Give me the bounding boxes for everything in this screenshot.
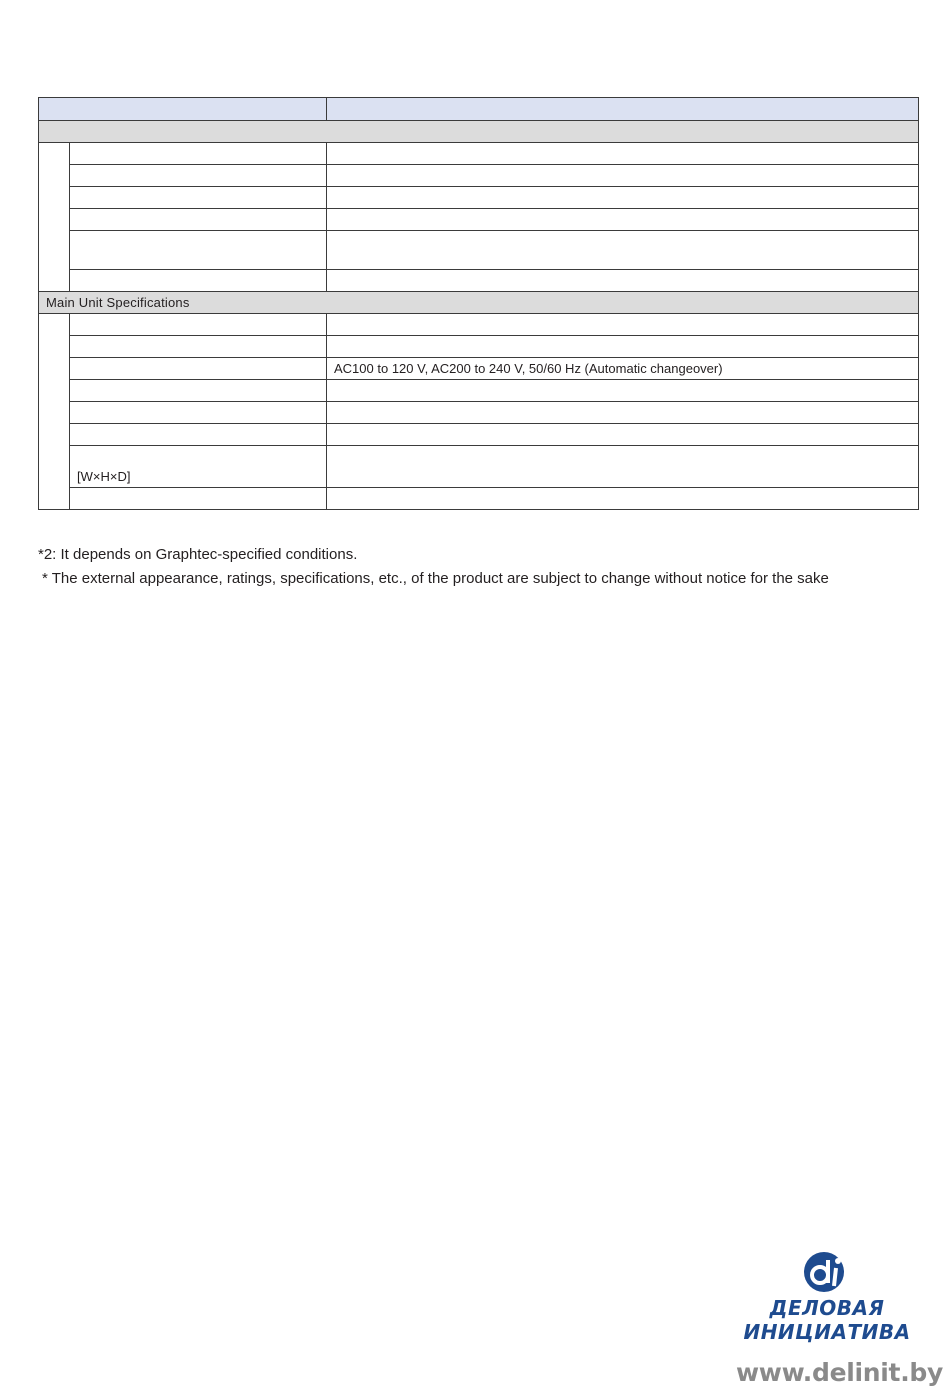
- header-cell-value: [327, 98, 919, 121]
- row-label: [70, 209, 327, 231]
- table-row: [39, 165, 919, 187]
- row-label: [W×H×D]: [70, 446, 327, 488]
- row-value: [327, 231, 919, 270]
- row-label: [70, 402, 327, 424]
- table-row: [39, 187, 919, 209]
- logo-name-line-1: ДЕЛОВАЯ: [769, 1296, 885, 1320]
- row-label: [70, 270, 327, 292]
- row-label: [70, 380, 327, 402]
- header-cell-item: [39, 98, 327, 121]
- website-link[interactable]: www.delinit.by: [736, 1358, 943, 1387]
- row-value: [327, 488, 919, 510]
- table-row: [39, 336, 919, 358]
- row-label: [70, 231, 327, 270]
- disclaimer-note: * The external appearance, ratings, specifications, etc., of the product are subject to change without notice for the sake: [42, 570, 829, 587]
- di-monogram-icon: [796, 1250, 856, 1294]
- row-label: [70, 488, 327, 510]
- row-value: [327, 143, 919, 165]
- row-value: [327, 380, 919, 402]
- row-value: [327, 165, 919, 187]
- table-row: [39, 231, 919, 270]
- row-value: [327, 336, 919, 358]
- specifications-table: [38, 97, 919, 510]
- table-row: [39, 380, 919, 402]
- row-value: [327, 446, 919, 488]
- row-value: [327, 314, 919, 336]
- indent-cell: [39, 143, 70, 292]
- table-row: [39, 270, 919, 292]
- row-value: [327, 209, 919, 231]
- table-row: [39, 143, 919, 165]
- table-row: [39, 488, 919, 510]
- table-header-row: [39, 98, 919, 121]
- table-row: [39, 358, 919, 380]
- row-value: AC100 to 120 V, AC200 to 240 V, 50/60 Hz (Automatic changeover): [327, 358, 919, 380]
- section-header-row: [39, 121, 919, 143]
- indent-cell: [39, 314, 70, 510]
- section-2-title: Main Unit Specifications: [39, 292, 919, 314]
- logo-name-line-2: ИНИЦИАТИВА: [743, 1320, 911, 1344]
- row-label: [70, 424, 327, 446]
- table-row: [39, 446, 919, 488]
- footnotes: [38, 543, 928, 591]
- footnote-2: *2: It depends on Graphtec-specified conditions.: [38, 546, 358, 563]
- table-row: [39, 314, 919, 336]
- table-row: [39, 209, 919, 231]
- row-label: [70, 336, 327, 358]
- section-1-title: [39, 121, 919, 143]
- row-value: [327, 270, 919, 292]
- company-logo: [736, 1246, 943, 1396]
- section-header-row: [39, 292, 919, 314]
- row-value: [327, 187, 919, 209]
- row-label: [70, 314, 327, 336]
- row-label: [70, 165, 327, 187]
- table-row: [39, 424, 919, 446]
- table-row: [39, 402, 919, 424]
- row-label: [70, 143, 327, 165]
- row-value: [327, 424, 919, 446]
- row-label: [70, 358, 327, 380]
- row-label: [70, 187, 327, 209]
- row-value: [327, 402, 919, 424]
